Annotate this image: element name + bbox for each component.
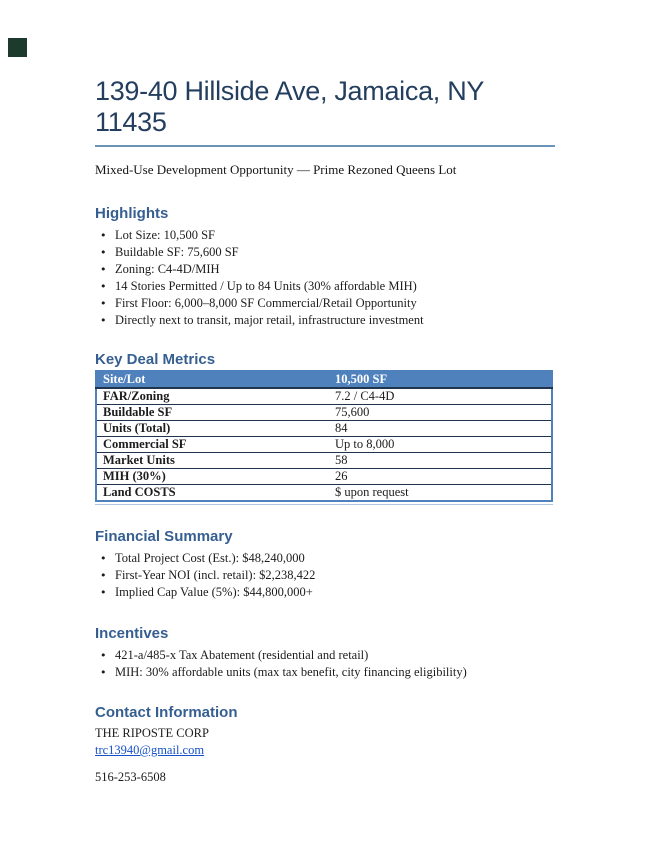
metric-value-cell: Up to 8,000 — [329, 437, 552, 453]
incentives-list — [95, 647, 555, 681]
list-item — [95, 647, 555, 664]
table-row — [96, 405, 552, 421]
financial-summary-list — [95, 550, 555, 601]
metric-label-cell: Market Units — [96, 453, 329, 469]
list-item-text: Total Project Cost (Est.): $48,240,000 — [115, 551, 305, 565]
list-item-text: Directly next to transit, major retail, infrastructure investment — [115, 313, 424, 327]
key-deal-metrics-heading: Key Deal Metrics — [95, 351, 216, 368]
bullet-icon: • — [100, 314, 107, 327]
list-item-text: MIH: 30% affordable units (max tax benefit, city financing eligibility) — [115, 665, 467, 679]
list-item-text: 421-a/485-x Tax Abatement (residential and retail) — [115, 648, 369, 662]
metric-label-cell: FAR/Zoning — [96, 388, 329, 405]
list-item-text: First-Year NOI (incl. retail): $2,238,422 — [115, 568, 316, 582]
bullet-icon: • — [100, 649, 107, 662]
bullet-icon: • — [100, 297, 107, 310]
table-row — [96, 388, 552, 405]
financial-summary-heading: Financial Summary — [95, 528, 233, 545]
bullet-icon: • — [100, 552, 107, 565]
bullet-icon: • — [100, 246, 107, 259]
list-item — [95, 278, 555, 295]
bullet-icon: • — [100, 280, 107, 293]
metric-value-cell: 75,600 — [329, 405, 552, 421]
table-bottom-accent-line — [95, 504, 553, 505]
table-row — [96, 437, 552, 453]
key-deal-metrics-table — [95, 370, 553, 502]
highlights-heading: Highlights — [95, 205, 169, 222]
table-header-row — [96, 371, 552, 388]
list-item-text: Implied Cap Value (5%): $44,800,000+ — [115, 585, 313, 599]
table-row — [96, 421, 552, 437]
list-item — [95, 312, 555, 329]
contact-company-name: THE RIPOSTE CORP — [95, 726, 209, 740]
list-item-text: Buildable SF: 75,600 SF — [115, 245, 239, 259]
list-item-text: First Floor: 6,000–8,000 SF Commercial/Retail Opportunity — [115, 296, 417, 310]
list-item — [95, 295, 555, 312]
table-header-value: 10,500 SF — [329, 371, 552, 388]
bullet-icon: • — [100, 569, 107, 582]
metric-value-cell: 84 — [329, 421, 552, 437]
metric-label-cell: Units (Total) — [96, 421, 329, 437]
document-page — [95, 0, 555, 785]
bullet-icon: • — [100, 229, 107, 242]
list-item — [95, 244, 555, 261]
metric-label-cell: Buildable SF — [96, 405, 329, 421]
list-item-text: 14 Stories Permitted / Up to 84 Units (30% affordable MIH) — [115, 279, 417, 293]
list-item — [95, 664, 555, 681]
metric-value-cell: $ upon request — [335, 485, 409, 499]
list-item — [95, 584, 555, 601]
bullet-icon: • — [100, 263, 107, 276]
metric-value-cell: 7.2 / C4-4D — [329, 388, 552, 405]
metric-label-cell: MIH (30%) — [96, 469, 329, 485]
table-row — [96, 469, 552, 485]
bullet-icon: • — [100, 586, 107, 599]
metric-value-cell: 26 — [329, 469, 552, 485]
list-item — [95, 567, 555, 584]
list-item — [95, 227, 555, 244]
email-link[interactable]: trc13940@gmail.com — [95, 743, 205, 757]
contact-phone-number: 516-253-6508 — [95, 770, 166, 784]
list-item — [95, 261, 555, 278]
bullet-icon: • — [100, 666, 107, 679]
corner-logo-mark — [8, 38, 27, 57]
table-row — [96, 485, 552, 502]
metric-label-cell: Land COSTS — [103, 485, 176, 499]
contact-information-heading: Contact Information — [95, 704, 238, 721]
metric-label-cell: Commercial SF — [96, 437, 329, 453]
incentives-heading: Incentives — [95, 625, 169, 642]
metric-value-cell: 58 — [329, 453, 552, 469]
list-item-text: Lot Size: 10,500 SF — [115, 228, 216, 242]
table-header-label: Site/Lot — [96, 371, 329, 388]
page-title: 139-40 Hillside Ave, Jamaica, NY 11435 — [95, 76, 555, 147]
highlights-list — [95, 227, 555, 329]
list-item — [95, 550, 555, 567]
list-item-text: Zoning: C4-4D/MIH — [115, 262, 220, 276]
page-subtitle: Mixed-Use Development Opportunity — Prime Rezoned Queens Lot — [95, 162, 457, 177]
table-row — [96, 453, 552, 469]
